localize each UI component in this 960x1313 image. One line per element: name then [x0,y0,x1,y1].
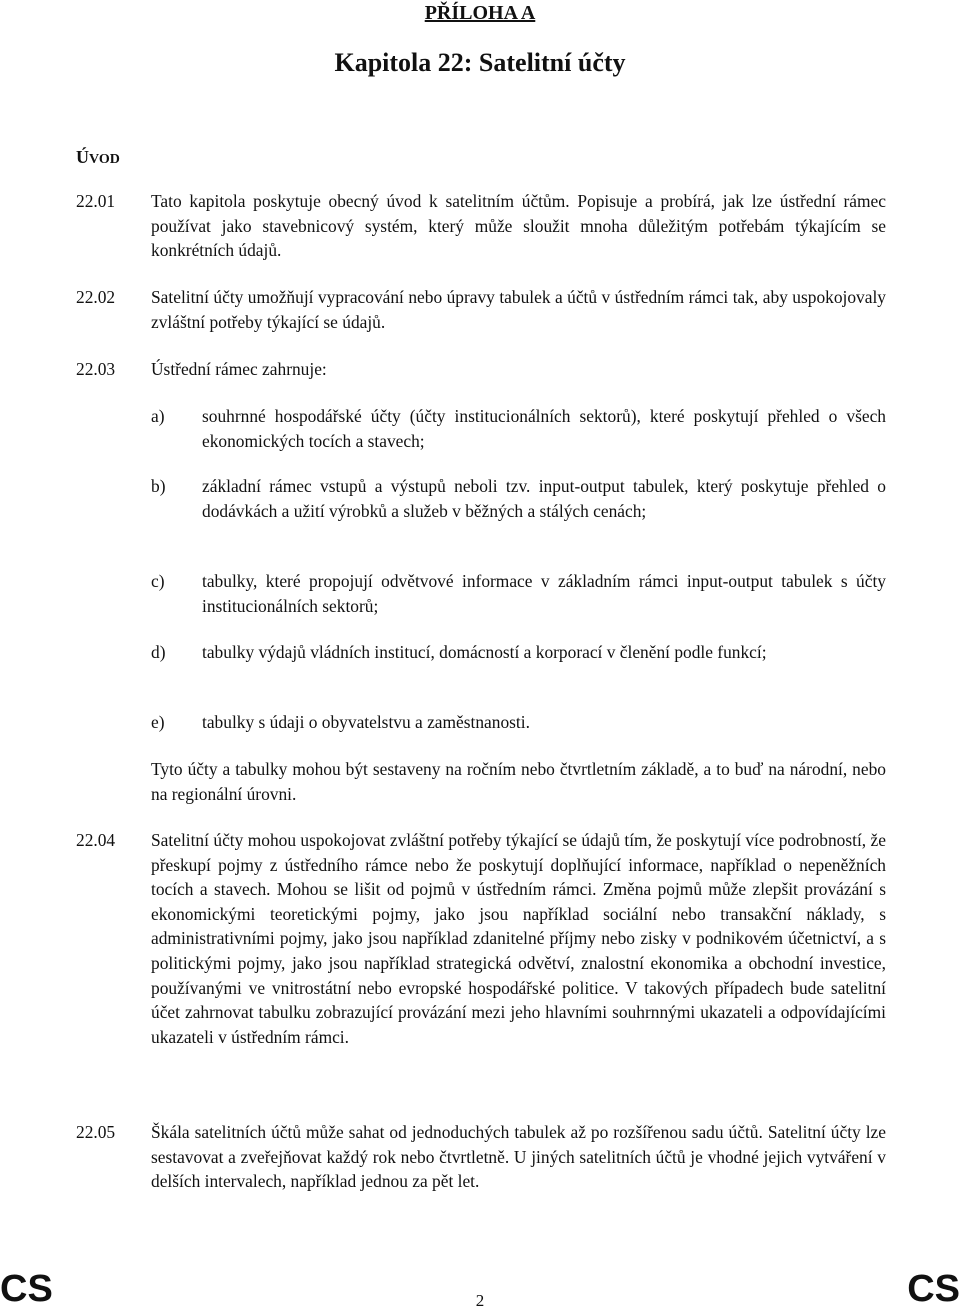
paragraph-22-02 [76,285,886,334]
list-item-a [151,404,886,453]
list-item-label: e) [151,712,165,732]
paragraph-number: 22.02 [76,287,116,307]
paragraph-22-04 [76,828,886,1049]
paragraph-number: 22.01 [76,191,116,211]
paragraph-number: 22.04 [76,830,116,850]
closing-note-text: Tyto účty a tabulky mohou být sestaveny na ročním nebo čtvrtletním základě, a to buď na národní, nebo na regionální úrovni. [151,759,886,804]
list-item-text: tabulky výdajů vládních institucí, domácností a korporací v členění podle funkcí; [202,642,767,662]
list-item-text: základní rámec vstupů a výstupů neboli tzv. input-output tabulek, který poskytuje přehled o dodávkách a užití výrobků a služeb v běžných a stálých cenách; [202,476,886,521]
list-item-text: tabulky s údaji o obyvatelstvu a zaměstnanosti. [202,712,530,732]
paragraph-text: Satelitní účty umožňují vypracování nebo úpravy tabulek a účtů v ústředním rámci tak, aby uspokojovaly zvláštní potřeby týkající se údajů. [151,287,886,332]
section-heading-rest: VOD [89,152,120,167]
paragraph-number: 22.03 [76,359,116,379]
list-item-text: tabulky, které propojují odvětvové informace v základním rámci input-output tabulek s účty institucionálních sektorů; [202,571,886,616]
section-heading-initial: Ú [76,147,89,167]
paragraph-22-05 [76,1120,886,1194]
paragraph-number: 22.05 [76,1122,116,1142]
chapter-title: Kapitola 22: Satelitní účty [334,48,626,77]
paragraph-text: Škála satelitních účtů může sahat od jednoduchých tabulek až po rozšířenou sadu účtů. Satelitní účty lze sestavovat a zveřejňovat každý rok nebo čtvrtletně. U jiných satelitních účtů je vhodné jejich vytváření v delších intervalech, například jednou za pět let. [151,1122,886,1192]
footer-language-right: CS [907,1268,960,1310]
paragraph-text: Tato kapitola poskytuje obecný úvod k satelitním účtům. Popisuje a probírá, jak lze ústřední rámec používat jako stavebnicový systém, který může sloužit mnoha důležitým potřebám týkajícím se konkrétních údajů. [151,191,886,261]
list-item-text: souhrnné hospodářské účty (účty institucionálních sektorů), které poskytují přehled o všech ekonomických tocích a stavech; [202,406,886,451]
paragraph-22-01 [76,189,886,263]
closing-note [151,757,886,806]
paragraph-text: Satelitní účty mohou uspokojovat zvláštní potřeby týkající se údajů tím, že poskytují více podrobností, že přeskupí pojmy z ústředního rámce nebo že poskytují doplňující informace, například o nepeněžních tocích a stavech. Mohou se lišit od pojmů v ústředním rámci. Změna pojmů může zlepšit provázání s ekonomickými teoretickými pojmy, jako jsou například sociální nebo transakční náklady, s administrativními pojmy, jako jsou například zdanitelné příjmy nebo zisky v podnikovém účetnictví, a s politickými pojmy, jako jsou například strategická odvětví, znalostní ekonomika a obchodní investice, používanými ve vnitrostátní nebo evropské hospodářské politice. V takových případech bude satelitní účet zahrnovat tabulku zobrazující provázání mezi jeho hlavními souhrnnými ukazateli a odpovídajícími ukazateli v ústředním rámci. [151,830,886,1047]
paragraph-22-03 [76,357,886,382]
annex-heading: PŘÍLOHA A [424,2,536,24]
list-item-label: b) [151,476,166,496]
footer-language-left: CS [0,1268,53,1310]
page-number: 2 [475,1291,485,1310]
list-item-b [151,474,886,523]
list-item-label: a) [151,406,165,426]
section-heading [76,145,120,172]
list-item-label: d) [151,642,166,662]
list-item-c [151,569,886,618]
list-item-e [151,710,886,735]
paragraph-text: Ústřední rámec zahrnuje: [151,359,327,379]
list-item-label: c) [151,571,165,591]
list-item-d [151,640,886,665]
